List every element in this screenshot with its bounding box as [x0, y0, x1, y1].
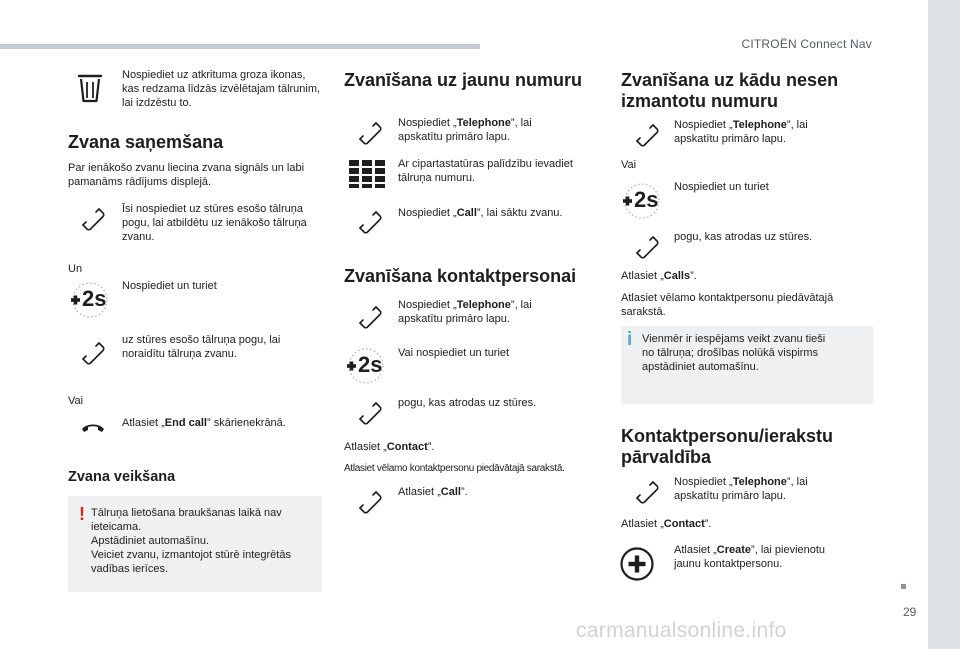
- brand-label: CITROËN Connect Nav: [741, 37, 872, 51]
- choose-contact-step: Atlasiet vēlamo kontaktpersonu piedāvātajā sarakstā.: [344, 463, 565, 474]
- press-hold-label: Vai nospiediet un turiet: [398, 347, 510, 359]
- watermark: carmanualsonline.info: [576, 619, 787, 642]
- or-label: Vai: [68, 395, 84, 407]
- phone-icon: [78, 204, 108, 234]
- choose-contact-step: Atlasiet vēlamo kontaktpersonu piedāvātajā sarakstā.: [621, 292, 834, 318]
- manage-contacts-title: Kontaktpersonu/ierakstu pārvaldība: [621, 426, 834, 467]
- receive-call-intro: Par ienākošo zvanu liecina zvana signāls un labi pamanāms rādījums displejā.: [68, 162, 305, 188]
- two-seconds-label: 2s: [358, 352, 383, 377]
- keypad-step: Ar cipartastatūras palīdzību ievadiet tālruņa numuru.: [398, 158, 573, 184]
- wheel-button-step: pogu, kas atrodas uz stūres.: [398, 397, 537, 409]
- telephone-step: Nospiediet „Telephone”, lai apskatītu primāro lapu.: [674, 476, 808, 502]
- telephone-step: Nospiediet „Telephone”, lai apskatītu primāro lapu.: [398, 299, 532, 325]
- call-step: Nospiediet „Call”, lai sāktu zvanu.: [398, 207, 563, 219]
- select-calls-step: Atlasiet „Calls”.: [621, 270, 697, 282]
- receive-call-title: Zvana saņemšana: [68, 132, 224, 152]
- warning-box: [68, 496, 322, 592]
- phone-icon: [632, 477, 662, 507]
- make-call-title: Zvana veikšana: [68, 469, 176, 485]
- side-strip: [928, 0, 960, 649]
- info-icon: i: [627, 329, 633, 350]
- delete-instruction: Nospiediet uz atkrituma groza ikonas, kas redzama līdzās izvēlētajam tālrunim, lai izdzēstu to.: [122, 69, 321, 109]
- phone-icon: [355, 398, 385, 428]
- answer-call-step: Īsi nospiediet uz stūres esošo tālruņa pogu, lai atbildētu uz ienākošo tālruņa zvanu.: [122, 203, 307, 243]
- warning-icon: !: [79, 504, 85, 524]
- phone-icon: [355, 302, 385, 332]
- warning-text: Tālruņa lietošana braukšanas laikā nav ieteicama. Apstādiniet automašīnu. Veiciet zvanu, izmantojot stūrē integrētās vadības ierīces.: [91, 507, 291, 575]
- phone-icon: [355, 207, 385, 237]
- info-box: [621, 326, 873, 404]
- select-contact-step: Atlasiet „Contact”.: [621, 518, 712, 530]
- telephone-step: Nospiediet „Telephone”, lai apskatītu primāro lapu.: [674, 119, 808, 145]
- telephone-step: Nospiediet „Telephone”, lai apskatītu primāro lapu.: [398, 117, 532, 143]
- press-hold-label: Nospiediet un turiet: [674, 181, 769, 193]
- trash-icon: [77, 73, 103, 103]
- create-contact-step: Atlasiet „Create”, lai pievienotu jaunu kontaktpersonu.: [674, 544, 826, 570]
- recent-number-title: Zvanīšana uz kādu nesen izmantotu numuru: [621, 70, 839, 111]
- header-rule: [0, 44, 480, 49]
- two-seconds-label: 2s: [634, 187, 659, 212]
- end-call-step: Atlasiet „End call” skārienekrānā.: [122, 417, 286, 429]
- keypad-icon: [349, 160, 385, 188]
- phone-icon: [355, 487, 385, 517]
- reject-call-step: uz stūres esošo tālruņa pogu, lai noraidītu tālruņa zvanu.: [122, 334, 281, 360]
- section-marker: [901, 584, 906, 589]
- phone-icon: [632, 232, 662, 262]
- page-number: 29: [903, 605, 917, 619]
- wheel-button-step: pogu, kas atrodas uz stūres.: [674, 231, 813, 243]
- or-label: Vai: [621, 159, 637, 171]
- add-circle-icon: [619, 546, 655, 582]
- new-number-title: Zvanīšana uz jaunu numuru: [344, 70, 583, 90]
- phone-icon: [355, 118, 385, 148]
- select-contact-step: Atlasiet „Contact”.: [344, 441, 435, 453]
- two-seconds-label: 2s: [82, 286, 107, 311]
- info-text: Vienmēr ir iespējams veikt zvanu tieši no tālruņa; drošības nolūkā vispirms apstādiniet automašīnu.: [642, 333, 826, 373]
- end-call-icon: [80, 420, 106, 434]
- or-label: Un: [68, 263, 83, 275]
- phone-icon: [632, 120, 662, 150]
- press-hold-label: Nospiediet un turiet: [122, 280, 217, 292]
- select-call-step: Atlasiet „Call”.: [398, 486, 468, 498]
- contact-call-title: Zvanīšana kontaktpersonai: [344, 266, 577, 286]
- phone-icon: [78, 338, 108, 368]
